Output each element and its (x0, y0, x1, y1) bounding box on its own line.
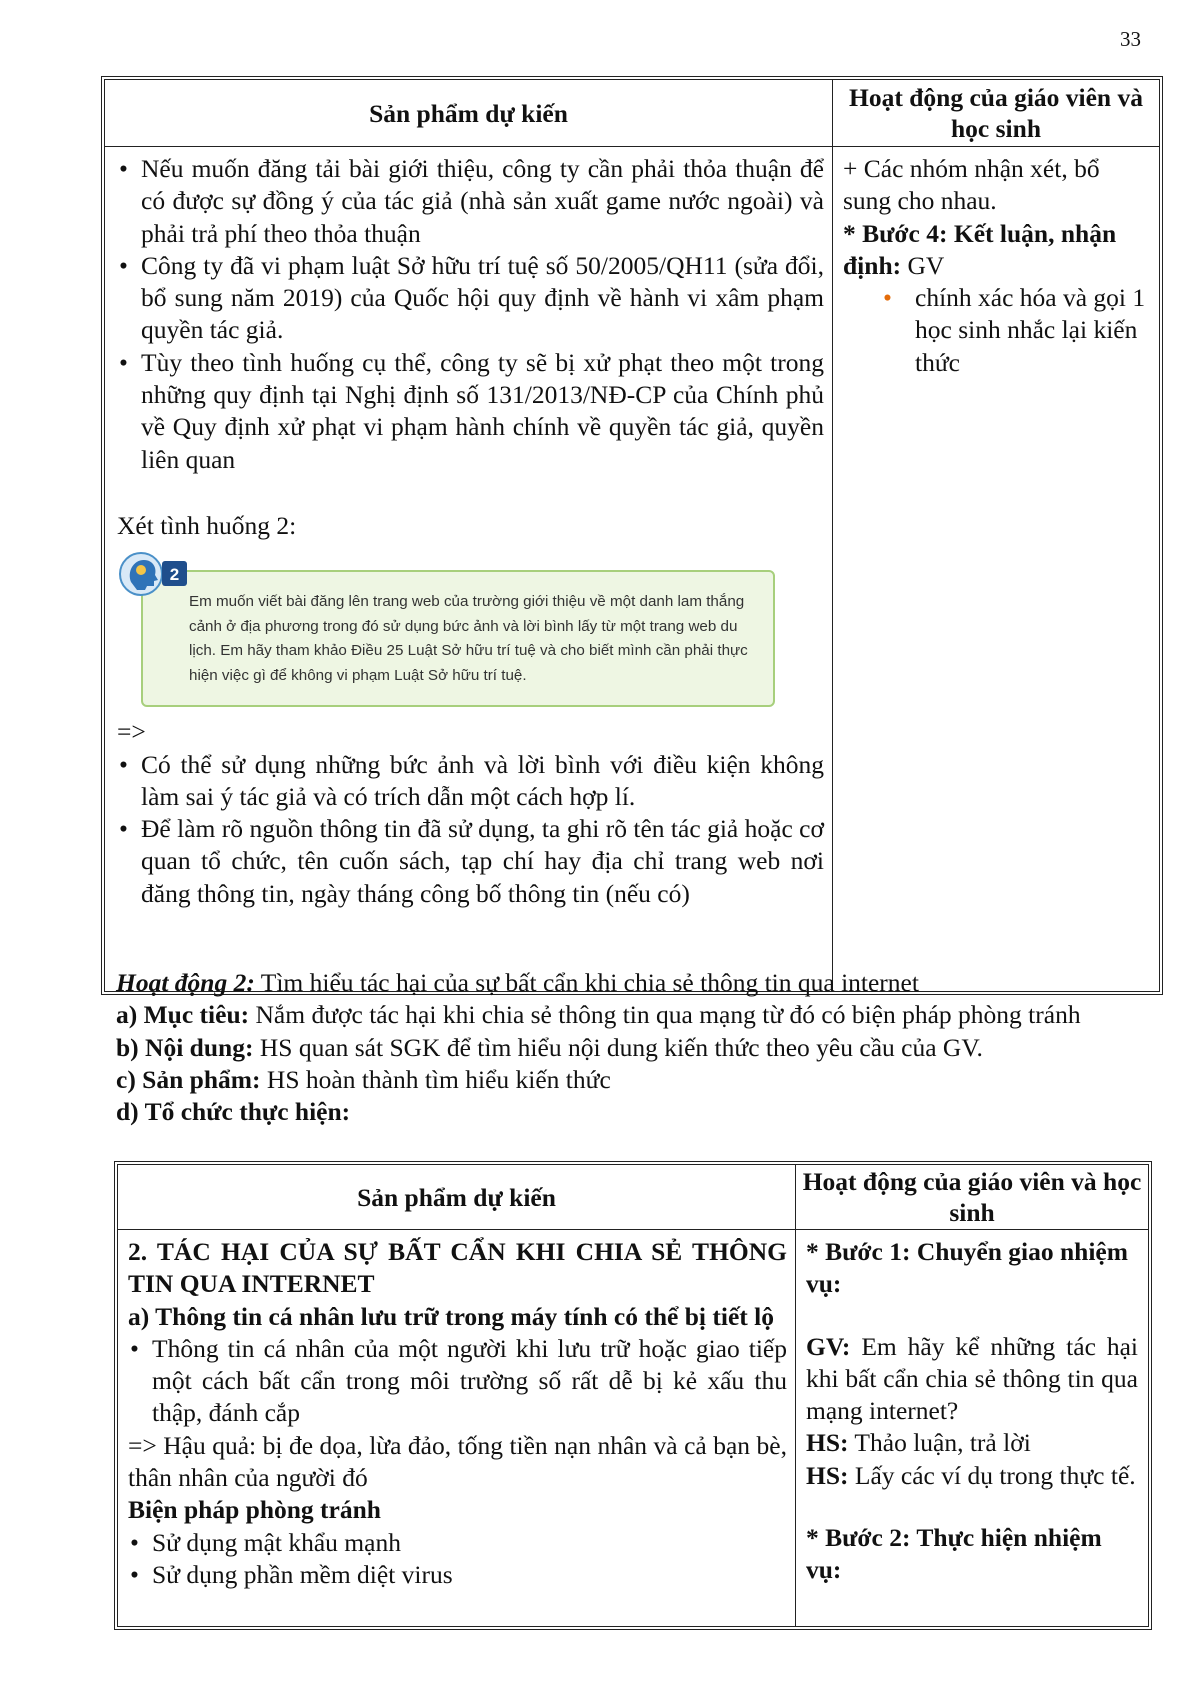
list-item: • Tùy theo tình huống cụ thể, công ty sẽ bị xử phạt theo một trong những quy định tại Nghị định số 131/2013/NĐ-CP của Chính phủ về Quy định xử phạt vi phạm hành chính về quyền tác giả, quyền liên quan (117, 347, 824, 476)
organization-label: d) Tổ chức thực hiện: (116, 1097, 351, 1127)
organization (116, 1096, 1161, 1128)
info-bullets (128, 1333, 787, 1430)
table-row (105, 147, 1160, 992)
expected-product-cell (118, 1230, 796, 1627)
product-label: c) Sản phẩm: (116, 1064, 261, 1094)
header-teacher-student-activity: Hoạt động của giáo viên và học sinh (833, 80, 1160, 147)
subsection-a-title: a) Thông tin cá nhân lưu trữ trong máy tính có thể bị tiết lộ (128, 1301, 774, 1331)
gv-label: GV: (806, 1331, 851, 1361)
bullet-list-answers (117, 749, 824, 910)
list-item: • chính xác hóa và gọi 1 học sinh nhắc lại kiến thức (915, 282, 1147, 379)
product (116, 1064, 1161, 1096)
list-item: • Sử dụng phần mềm diệt virus (128, 1559, 787, 1591)
student-examples (806, 1460, 1138, 1492)
activity-2-description (116, 967, 1161, 1128)
measures-list (128, 1527, 787, 1592)
list-item: • Thông tin cá nhân của một người khi lưu trữ hoặc giao tiếp một cách bất cẩn trong môi trường số rất dễ bị kẻ xấu thu thập, đánh cắp (128, 1333, 787, 1430)
figure-text: Em muốn viết bài đăng lên trang web của trường giới thiệu về một danh lam thắng cảnh ở địa phương trong đó sử dụng bức ảnh và lời bình lấy từ một trang web du lịch. Em hãy tham khảo Điều 25 Luật Sở hữu trí tuệ và cho biết mình cần phải thực hiện việc gì để không vi phạm Luật Sở hữu trí tuệ. (189, 593, 748, 685)
hs-label: HS: (806, 1460, 849, 1490)
consequence-text: => Hậu quả: bị đe dọa, lừa đảo, tống tiền nạn nhân và cả bạn bè, thân nhân của người đó (128, 1430, 787, 1493)
content-label: b) Nội dung: (116, 1032, 254, 1062)
list-item: • Nếu muốn đăng tải bài giới thiệu, công ty cần phải thỏa thuận để có được sự đồng ý của tác giả (nhà sản xuất game nước ngoài) và phải trả phí theo thỏa thuận (117, 153, 824, 250)
hs-text: Lấy các ví dụ trong thực tế. (848, 1460, 1136, 1490)
content (116, 1032, 1161, 1064)
situation-title: Xét tình huống 2: (117, 510, 297, 540)
content-text: HS quan sát SGK để tìm hiểu nội dung kiến thức theo yêu cầu của GV. (253, 1032, 983, 1062)
step-4-bullets (843, 282, 1147, 379)
arrow-marker: => (117, 717, 146, 747)
activity-title-rest: Tìm hiểu tác hại của sự bất cẩn khi chia sẻ thông tin qua internet (254, 968, 919, 997)
list-item: • Có thể sử dụng những bức ảnh và lời bình với điều kiện không làm sai ý tác giả và có trích dẫn một cách hợp lí. (117, 749, 824, 814)
bullet-list-conclusions (117, 153, 824, 476)
student-answer (806, 1427, 1138, 1459)
objective (116, 999, 1161, 1031)
table-row (118, 1230, 1149, 1627)
gv-text: Em hãy kể những tác hại khi bất cẩn chia sẻ thông tin qua mạng internet? (806, 1331, 1138, 1426)
measures-title: Biện pháp phòng tránh (128, 1495, 381, 1525)
group-comment: + Các nhóm nhận xét, bổ sung cho nhau. (843, 154, 1100, 216)
expected-product-cell (105, 147, 833, 992)
teacher-activity-cell (833, 147, 1160, 992)
objective-text: Nắm được tác hại khi chia sẻ thông tin qua mạng từ đó có biện pháp phòng tránh (249, 1000, 1081, 1030)
step-1: * Bước 1: Chuyển giao nhiệm vụ: (806, 1237, 1128, 1299)
step-2: * Bước 2: Thực hiện nhiệm vụ: (806, 1523, 1102, 1585)
activity-title-label: Hoạt động 2: (116, 968, 255, 997)
activity-table-2 (117, 1164, 1149, 1627)
table-header-row (118, 1165, 1149, 1230)
teacher-activity-cell (796, 1230, 1149, 1627)
step-4 (843, 218, 1147, 283)
page-number: 33 (1120, 27, 1141, 51)
textbook-figure (117, 550, 777, 708)
list-item: • Sử dụng mật khẩu mạnh (128, 1527, 787, 1559)
list-item: • Để làm rõ nguồn thông tin đã sử dụng, ta ghi rõ tên tác giả hoặc cơ quan tổ chức, tên cuốn sách, tạp chí hay địa chỉ trang web nơi đăng thông tin, ngày tháng công bố thông tin (nếu có) (117, 813, 824, 910)
hs-label: HS: (806, 1428, 849, 1458)
hs-text: Thảo luận, trả lời (848, 1428, 1031, 1458)
step-4-rest: GV (901, 250, 945, 280)
activity-title (116, 967, 1161, 999)
step-4-label: * Bước 4: Kết luận, nhận định: (843, 218, 1117, 280)
objective-label: a) Mục tiêu: (116, 1000, 250, 1030)
activity-table-1 (104, 79, 1160, 992)
teacher-question (806, 1331, 1138, 1428)
list-item: • Công ty đã vi phạm luật Sở hữu trí tuệ số 50/2005/QH11 (sửa đổi, bổ sung năm 2019) của Quốc hội quy định về hành vi xâm phạm quyền tác giả. (117, 250, 824, 347)
product-text: HS hoàn thành tìm hiểu kiến thức (260, 1064, 611, 1094)
head-icon (117, 550, 197, 598)
header-expected-product: Sản phẩm dự kiến (105, 80, 833, 147)
figure-number: 2 (169, 565, 180, 585)
header-teacher-student-activity: Hoạt động của giáo viên và học sinh (796, 1165, 1149, 1230)
header-expected-product: Sản phẩm dự kiến (118, 1165, 796, 1230)
table-header-row (105, 80, 1160, 147)
section-title: 2. TÁC HẠI CỦA SỰ BẤT CẨN KHI CHIA SẺ THÔNG TIN QUA INTERNET (128, 1237, 787, 1299)
